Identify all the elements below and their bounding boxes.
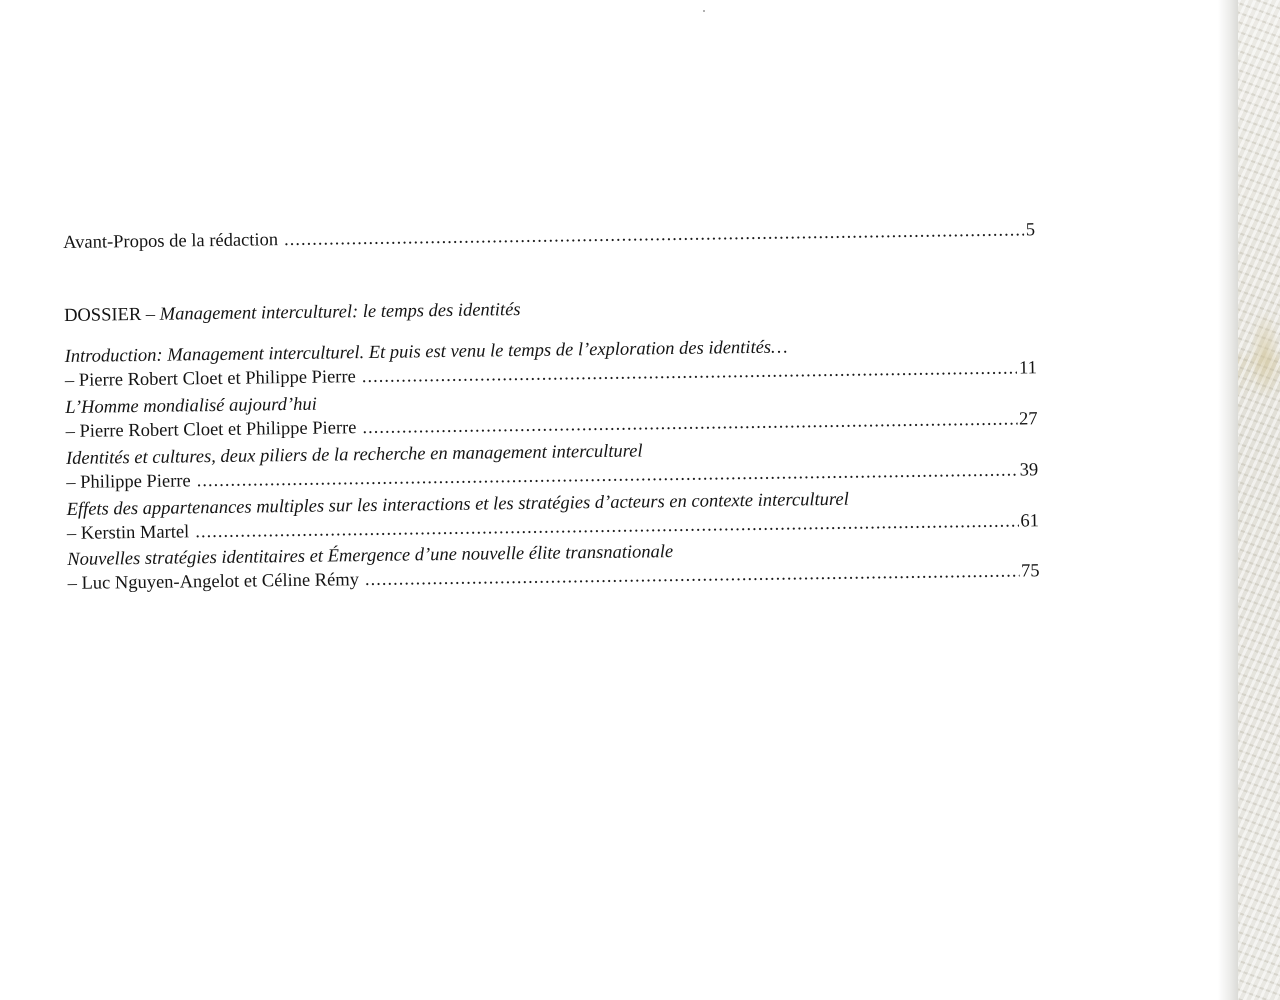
toc-entry-title: Identités et cultures, deux piliers de la recherche en management interculturel	[65, 441, 643, 469]
toc-entry-authors: – Pierre Robert Cloet et Philippe Pierre	[65, 418, 357, 442]
toc-entry-authors: – Philippe Pierre	[66, 471, 191, 493]
toc-entry-avant-propos	[63, 219, 1035, 254]
toc-entry-authors: – Pierre Robert Cloet et Philippe Pierre	[64, 367, 356, 391]
page-number: 11	[1018, 358, 1038, 379]
page-number: 61	[1020, 511, 1040, 532]
dust-speck	[703, 10, 705, 12]
dot-leader	[284, 219, 1024, 251]
toc-entry-title: Avant-Propos de la rédaction	[63, 230, 279, 253]
dossier-title: Management interculturel: le temps des identités	[159, 299, 521, 325]
fabric-stain	[1250, 310, 1280, 400]
toc-entry-title: Introduction: Management interculturel. Et puis est venu le temps de l’exploration des identités…	[64, 337, 788, 367]
toc-entry-title: Effets des appartenances multiples sur les interactions et les stratégies d’acteurs en contexte interculturel	[66, 489, 849, 520]
page-edge-shadow	[1218, 0, 1240, 1000]
dossier-heading	[64, 299, 521, 327]
dossier-separator: –	[145, 304, 156, 325]
page-number: 5	[1025, 220, 1036, 241]
toc-entry-authors: – Luc Nguyen-Angelot et Céline Rémy	[67, 570, 360, 594]
toc-entry-title: Nouvelles stratégies identitaires et Émergence d’une nouvelle élite transnationale	[67, 542, 674, 570]
toc-entry-title: L’Homme mondialisé aujourd’hui	[65, 394, 317, 418]
page-number: 39	[1019, 460, 1039, 481]
dossier-label: DOSSIER	[64, 304, 142, 326]
page-number: 27	[1018, 409, 1038, 430]
page-number: 75	[1020, 561, 1040, 582]
background-fabric	[1238, 0, 1280, 1000]
toc-entry-authors: – Kerstin Martel	[66, 522, 190, 544]
dot-leader	[362, 409, 1017, 440]
